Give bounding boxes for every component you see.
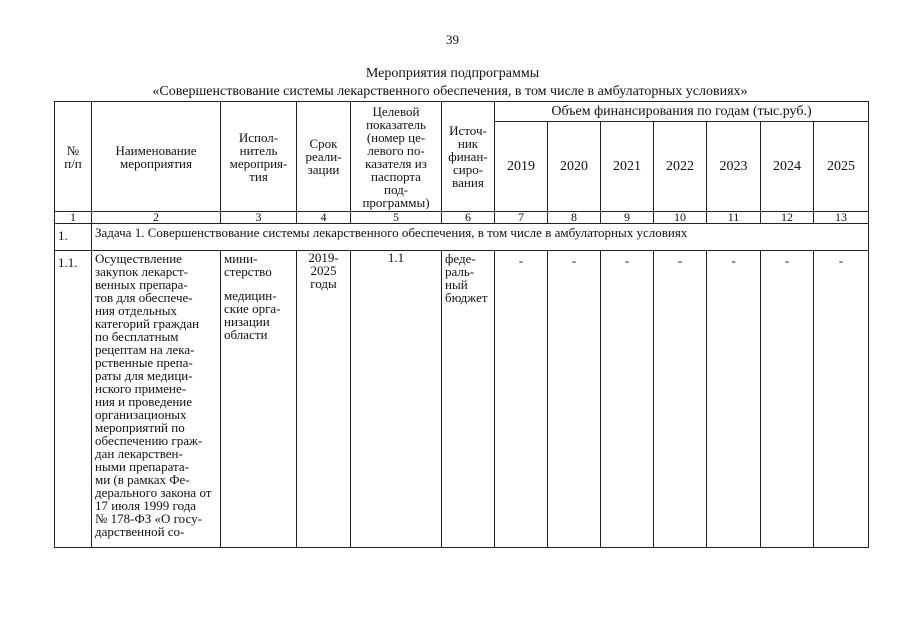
text-line: Испол-: [238, 129, 279, 145]
task-number: 1.: [55, 224, 92, 251]
header-year: 2019: [495, 122, 548, 212]
column-number: 2: [92, 212, 221, 224]
text-line: ния и проведение: [95, 394, 193, 409]
text-line: программы): [362, 194, 430, 210]
activity-executor: [221, 251, 297, 548]
text-line: реали-: [305, 149, 342, 164]
header-year: 2024: [761, 122, 814, 212]
header-num: [55, 102, 92, 212]
document-subtitle: «Совершенствование системы лекарственного обеспечения, в том числе в амбулаторных условиях»: [152, 84, 748, 99]
text-line: дерального закона от: [95, 485, 212, 500]
header-year: 2020: [548, 122, 601, 212]
text-line: ными препарата-: [95, 459, 189, 474]
text-line: раль-: [445, 264, 475, 279]
text-line: 2019-: [308, 250, 339, 265]
text-line: казателя из: [365, 155, 427, 171]
text-line: Целевой: [372, 103, 420, 119]
column-number: 8: [548, 212, 601, 224]
text-line: рецептам на лека-: [95, 342, 195, 357]
text-line: мероприятия: [119, 155, 192, 171]
text-line: по бесплатным: [95, 329, 179, 344]
text-line: дарственной со-: [95, 524, 185, 539]
column-number: 5: [351, 212, 442, 224]
text-line: рственные препа-: [95, 355, 193, 370]
text-line: феде-: [445, 251, 476, 266]
header-funding: Объем финансирования по годам (тыс.руб.): [495, 102, 869, 122]
text-line: закупок лекарст-: [95, 264, 188, 279]
column-number: 9: [601, 212, 654, 224]
header-year: 2021: [601, 122, 654, 212]
text-line: области: [224, 327, 268, 342]
header-year: 2022: [654, 122, 707, 212]
text-line: Срок: [309, 136, 338, 151]
column-number: 12: [761, 212, 814, 224]
text-line: организационых: [95, 407, 187, 422]
text-line: Наименование: [115, 142, 197, 158]
funding-value: -: [601, 251, 654, 548]
text-line: ские орга-: [224, 301, 281, 316]
text-line: левого по-: [367, 142, 425, 158]
row-number: 1.1.: [55, 251, 92, 548]
text-line: №: [66, 142, 80, 158]
table-row: [55, 251, 869, 548]
text-line: медицин-: [224, 288, 277, 303]
text-line: № 178-ФЗ «О госу-: [95, 511, 202, 526]
funding-value: -: [654, 251, 707, 548]
header-term: [297, 102, 351, 212]
document-title: Мероприятия подпрограммы: [365, 66, 540, 81]
text-line: тов для обеспече-: [95, 290, 193, 305]
text-line: финан-: [448, 149, 488, 164]
header-source: [442, 102, 495, 212]
text-line: 2025: [310, 263, 337, 278]
text-line: тия: [249, 168, 268, 184]
text-line: зации: [307, 162, 340, 177]
text-line: под-: [383, 181, 409, 197]
text-line: показатель: [366, 116, 426, 132]
column-number: 1: [55, 212, 92, 224]
text-line: категорий граждан: [95, 316, 200, 331]
text-line: мероприя-: [229, 155, 288, 171]
text-line: вания: [452, 175, 484, 190]
text-line: ния отдельных: [95, 303, 177, 318]
column-number: 3: [221, 212, 297, 224]
activity-name: [92, 251, 221, 548]
activity-indicator: 1.1: [351, 251, 442, 548]
text-line: венных препара-: [95, 277, 188, 292]
text-line: обеспечению граж-: [95, 433, 203, 448]
header-executor: [221, 102, 297, 212]
text-line: (номер це-: [366, 129, 426, 145]
header-name: [92, 102, 221, 212]
text-line: мини-: [224, 251, 258, 266]
column-number: 7: [495, 212, 548, 224]
text-line: Осуществление: [95, 251, 182, 266]
funding-value: -: [548, 251, 601, 548]
text-line: 17 июля 1999 года: [95, 498, 197, 513]
text-line: ник: [457, 136, 479, 151]
text-line: низации: [224, 314, 270, 329]
text-line: сиро-: [452, 162, 484, 177]
header-indicator: [351, 102, 442, 212]
column-number: 4: [297, 212, 351, 224]
page-number: 39: [446, 32, 459, 47]
column-number: 6: [442, 212, 495, 224]
column-number: 11: [707, 212, 761, 224]
funding-value: -: [814, 251, 869, 548]
text-line: стерство: [224, 264, 272, 279]
funding-value: -: [707, 251, 761, 548]
activity-term: [297, 251, 351, 548]
text-line: нского примене-: [95, 381, 187, 396]
activities-table: [54, 101, 869, 548]
funding-value: -: [495, 251, 548, 548]
activity-source: [442, 251, 495, 548]
text-line: паспорта: [371, 168, 421, 184]
text-line: п/п: [64, 155, 82, 171]
text-line: ный: [445, 277, 468, 292]
text-line: Источ-: [449, 123, 487, 138]
text-line: дан лекарствен-: [95, 446, 183, 461]
text-line: мероприятий по: [95, 420, 185, 435]
funding-value: -: [761, 251, 814, 548]
header-year: 2025: [814, 122, 869, 212]
header-year: 2023: [707, 122, 761, 212]
text-line: раты для медици-: [95, 368, 193, 383]
column-number: 13: [814, 212, 869, 224]
text-line: ми (в рамках Фе-: [95, 472, 190, 487]
task-title: Задача 1. Совершенствование системы лекарственного обеспечения, в том числе в амбулаторных условиях: [92, 224, 869, 251]
text-line: нитель: [239, 142, 278, 158]
text-line: бюджет: [445, 290, 488, 305]
text-line: годы: [310, 276, 337, 291]
column-number: 10: [654, 212, 707, 224]
